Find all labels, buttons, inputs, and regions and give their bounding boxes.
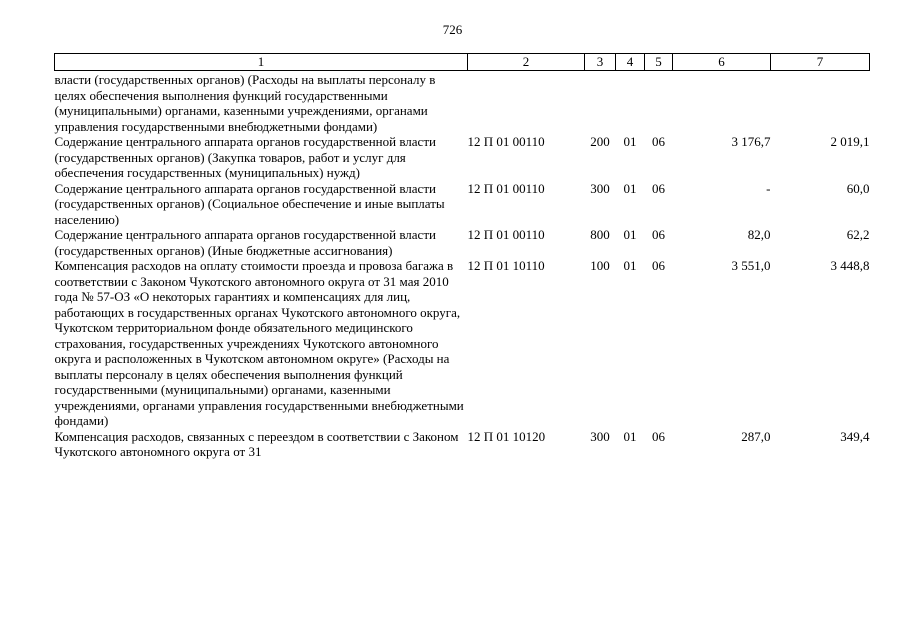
row-value-2025: 349,4	[840, 428, 870, 444]
table-row	[55, 181, 870, 228]
row-code: 12 П 01 00110	[467, 180, 545, 196]
row-vr: 300	[590, 180, 610, 196]
header-cell: 7	[771, 54, 870, 71]
row-code: 12 П 01 10120	[467, 428, 546, 444]
table-row	[55, 258, 870, 429]
row-name: Содержание центрального аппарата органов государственной власти (государственных органов) (Закупка товаров, работ и услуг для обеспечения государственных (муниципальных) нужд)	[54, 134, 436, 180]
row-name: Компенсация расходов, связанных с переездом в соответствии с Законом Чукотского автономного округа от 31	[54, 428, 459, 459]
row-value-2025: 62,2	[846, 227, 870, 242]
row-vr: 800	[590, 227, 610, 242]
table-row	[55, 227, 870, 258]
row-code	[468, 71, 585, 135]
row-pr: 06	[652, 428, 665, 444]
table-row	[55, 429, 870, 460]
table-header-row	[55, 54, 870, 71]
header-cell: 5	[645, 54, 673, 71]
header-cell: 1	[55, 54, 468, 71]
row-rz: 01	[623, 258, 637, 273]
row-value-2024: 3 176,7	[731, 134, 771, 149]
row-rz: 01	[623, 180, 637, 196]
row-pr	[645, 71, 673, 135]
row-pr: 06	[652, 134, 665, 149]
header-cell: 4	[616, 54, 645, 71]
row-code: 12 П 01 00110	[467, 134, 545, 149]
row-value-2024: 3 551,0	[731, 258, 771, 273]
row-value-2024: -	[766, 180, 771, 196]
row-vr: 100	[590, 258, 610, 273]
row-code: 12 П 01 00110	[467, 227, 545, 242]
row-rz: 01	[623, 428, 637, 444]
row-rz	[616, 71, 645, 135]
row-name: Содержание центрального аппарата органов государственной власти (государственных органов) (Социальное обеспечение и иные выплаты населению)	[54, 180, 445, 227]
table-row	[55, 71, 870, 135]
budget-table	[54, 53, 870, 460]
row-vr	[585, 71, 616, 135]
row-rz: 01	[623, 134, 637, 149]
row-value-2024	[673, 71, 771, 135]
header-cell: 6	[673, 54, 771, 71]
page-number: 726	[442, 22, 463, 37]
row-rz: 01	[623, 227, 637, 242]
table-row	[55, 134, 870, 181]
row-value-2025: 3 448,8	[830, 258, 870, 273]
row-pr: 06	[652, 258, 665, 273]
row-pr: 06	[652, 180, 665, 196]
row-vr: 300	[590, 428, 610, 444]
row-value-2024: 82,0	[747, 227, 771, 242]
row-value-2025: 60,0	[846, 180, 870, 196]
row-value-2024: 287,0	[741, 428, 771, 444]
row-code: 12 П 01 10110	[467, 258, 545, 273]
row-name: Содержание центрального аппарата органов государственной власти (государственных органов) (Иные бюджетные ассигнования)	[54, 227, 436, 258]
header-cell: 3	[585, 54, 616, 71]
row-value-2025	[771, 71, 870, 135]
row-value-2025: 2 019,1	[830, 134, 870, 149]
row-pr: 06	[652, 227, 665, 242]
row-name: власти (государственных органов) (Расходы на выплаты персоналу в целях обеспечения выполнения функций государственными (муниципальными) органами, казенными учреждениями, органами управления государственными внебюджетными фондами)	[54, 72, 436, 134]
row-name: Компенсация расходов на оплату стоимости проезда и провоза багажа в соответствии с Законом Чукотского автономного округа от 31 мая 2010 года № 57-ОЗ «О некоторых гарантиях и компенсациях для лиц, работающих в государственных органах Чукотского автономного округа, Чукотском территориальном фонде обязательного медицинского страхования, государственных учреждениях Чукотского автономного округа и расположенных в Чукотском автономном округе» (Расходы на выплаты персоналу в целях обеспечения выполнения функций государственными (муниципальными) органами, казенными учреждениями, органами управления государственными внебюджетными фондами)	[54, 258, 464, 428]
row-vr: 200	[590, 134, 610, 149]
header-cell: 2	[468, 54, 585, 71]
